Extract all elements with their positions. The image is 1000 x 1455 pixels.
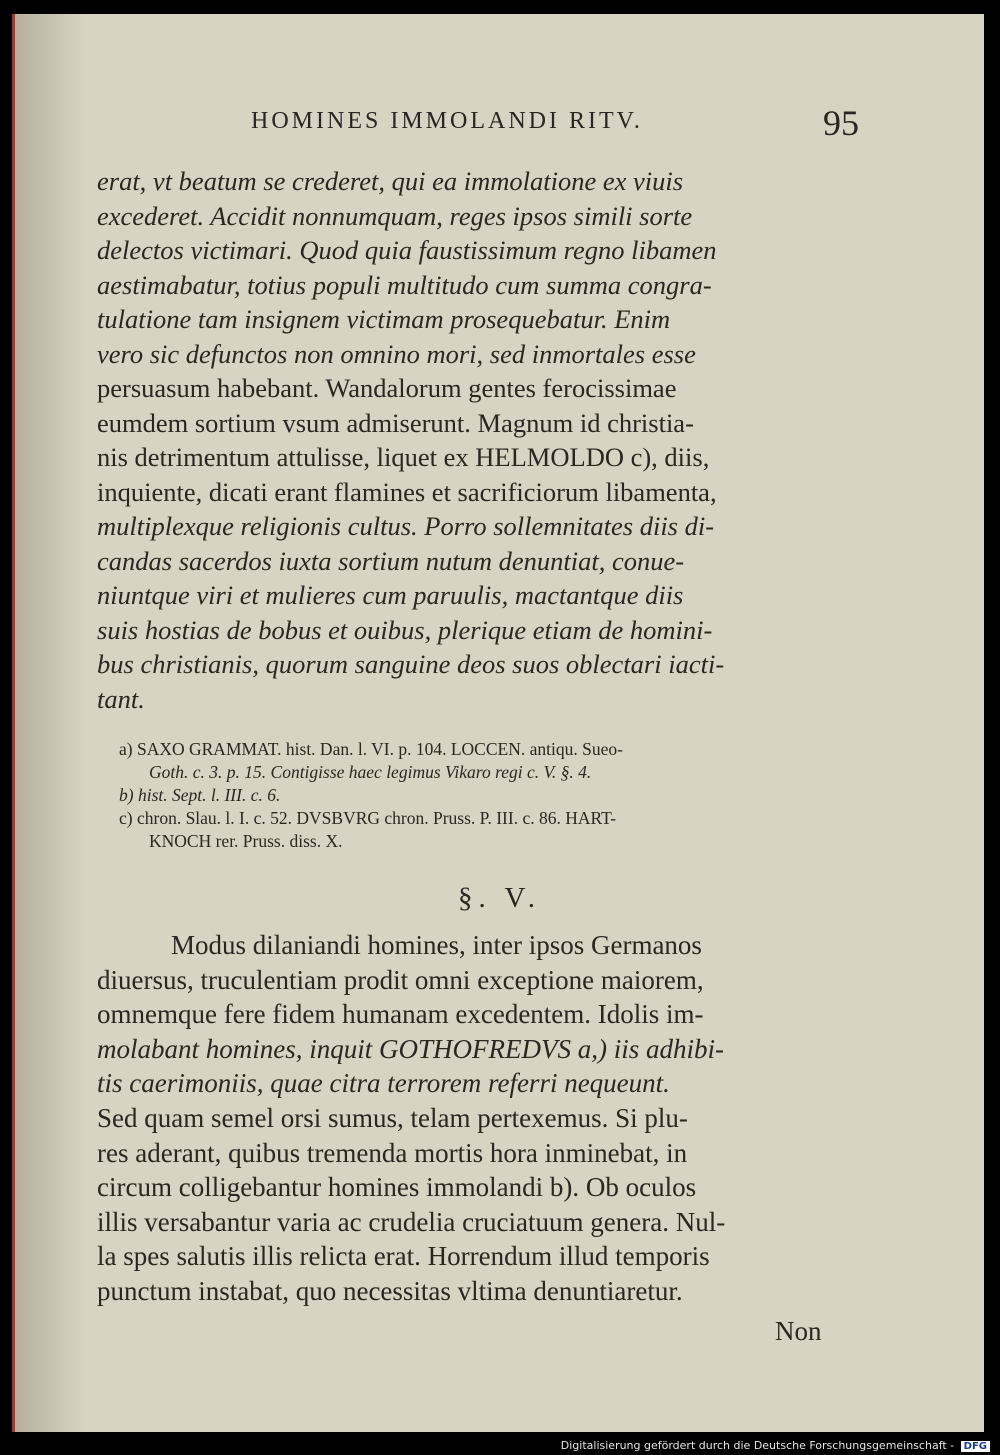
main-text-block-2 xyxy=(97,928,857,1309)
text-line: persuasum habebant. Wandalorum gentes ferocissimae xyxy=(97,373,677,403)
main-text-block-1 xyxy=(97,164,857,716)
text-line: circum colligebantur homines immolandi b). Ob oculos xyxy=(97,1172,697,1203)
text-line: punctum instabat, quo necessitas vltima denuntiaretur. xyxy=(97,1275,683,1306)
book-page xyxy=(12,14,984,1432)
text-line: eumdem sortium vsum admiserunt. Magnum id christia- xyxy=(97,407,694,438)
text-line: tis caerimoniis, quae citra terrorem referri nequeunt. xyxy=(97,1068,670,1099)
text-line: delectos victimari. Quod quia faustissimum regno libamen xyxy=(97,235,717,265)
text-line: Modus dilaniandi homines, inter ipsos Germanos xyxy=(171,930,702,960)
footnote-line: c) chron. Slau. l. I. c. 52. DVSBVRG chron. Pruss. P. III. c. 86. HART- xyxy=(119,808,617,828)
text-line: multiplexque religionis cultus. Porro sollemnitates diis di- xyxy=(97,511,715,541)
text-line: candas sacerdos iuxta sortium nutum denuntiat, conue- xyxy=(97,545,685,576)
running-title: HOMINES IMMOLANDI RITV. xyxy=(251,108,643,134)
footnote-line: b) hist. Sept. l. III. c. 6. xyxy=(119,785,281,805)
text-line: illis versabantur varia ac crudelia cruciatuum genera. Nul- xyxy=(97,1206,726,1237)
text-line: vero sic defunctos non omnino mori, sed inmortales esse xyxy=(97,338,696,369)
text-line: inquiente, dicati erant flamines et sacrificiorum libamenta, xyxy=(97,476,717,507)
dfg-logo-icon: DFG xyxy=(961,1441,990,1452)
digitization-credit xyxy=(561,1439,990,1452)
text-line: res aderant, quibus tremenda mortis hora inminebat, in xyxy=(97,1137,688,1168)
text-line: la spes salutis illis relicta erat. Horrendum illud temporis xyxy=(97,1241,710,1272)
text-line: diuersus, truculentiam prodit omni exceptione maiorem, xyxy=(97,964,704,995)
page-number: 95 xyxy=(823,103,859,143)
catchword: Non xyxy=(775,1316,822,1346)
section-heading: §. V. xyxy=(458,882,541,914)
text-line: nis detrimentum attulisse, liquet ex HELMOLDO c), diis, xyxy=(97,442,710,472)
footnote-line: Goth. c. 3. p. 15. Contigisse haec legimus Vikaro regi c. V. §. 4. xyxy=(149,762,592,782)
text-line: aestimabatur, totius populi multitudo cum summa congra- xyxy=(97,269,712,300)
text-line: tulatione tam insignem victimam prosequebatur. Enim xyxy=(97,304,671,334)
page-header xyxy=(15,103,984,148)
text-line: omnemque fere fidem humanam excedentem. Idolis im- xyxy=(97,999,704,1030)
text-line: suis hostias de bobus et ouibus, plerique etiam de homini- xyxy=(97,614,713,645)
text-line: niuntque viri et mulieres cum paruulis, mactantque diis xyxy=(97,580,684,610)
footnote-line: a) SAXO GRAMMAT. hist. Dan. l. VI. p. 104. LOCCEN. antiqu. Sueo- xyxy=(119,739,623,759)
text-line: excederet. Accidit nonnumquam, reges ipsos simili sorte xyxy=(97,200,693,231)
footnote-line: KNOCH rer. Pruss. diss. X. xyxy=(149,831,343,851)
text-line: molabant homines, inquit GOTHOFREDVS a,) iis adhibi- xyxy=(97,1033,724,1064)
text-line: erat, vt beatum se crederet, qui ea immolatione ex viuis xyxy=(97,166,684,196)
text-line: tant. xyxy=(97,683,145,714)
credit-text: Digitalisierung gefördert durch die Deutsche Forschungsgemeinschaft - xyxy=(560,1439,955,1452)
footnotes xyxy=(119,738,859,853)
text-line: bus christianis, quorum sanguine deos suos oblectari iacti- xyxy=(97,649,725,679)
text-line: Sed quam semel orsi sumus, telam pertexemus. Si plu- xyxy=(97,1102,688,1133)
